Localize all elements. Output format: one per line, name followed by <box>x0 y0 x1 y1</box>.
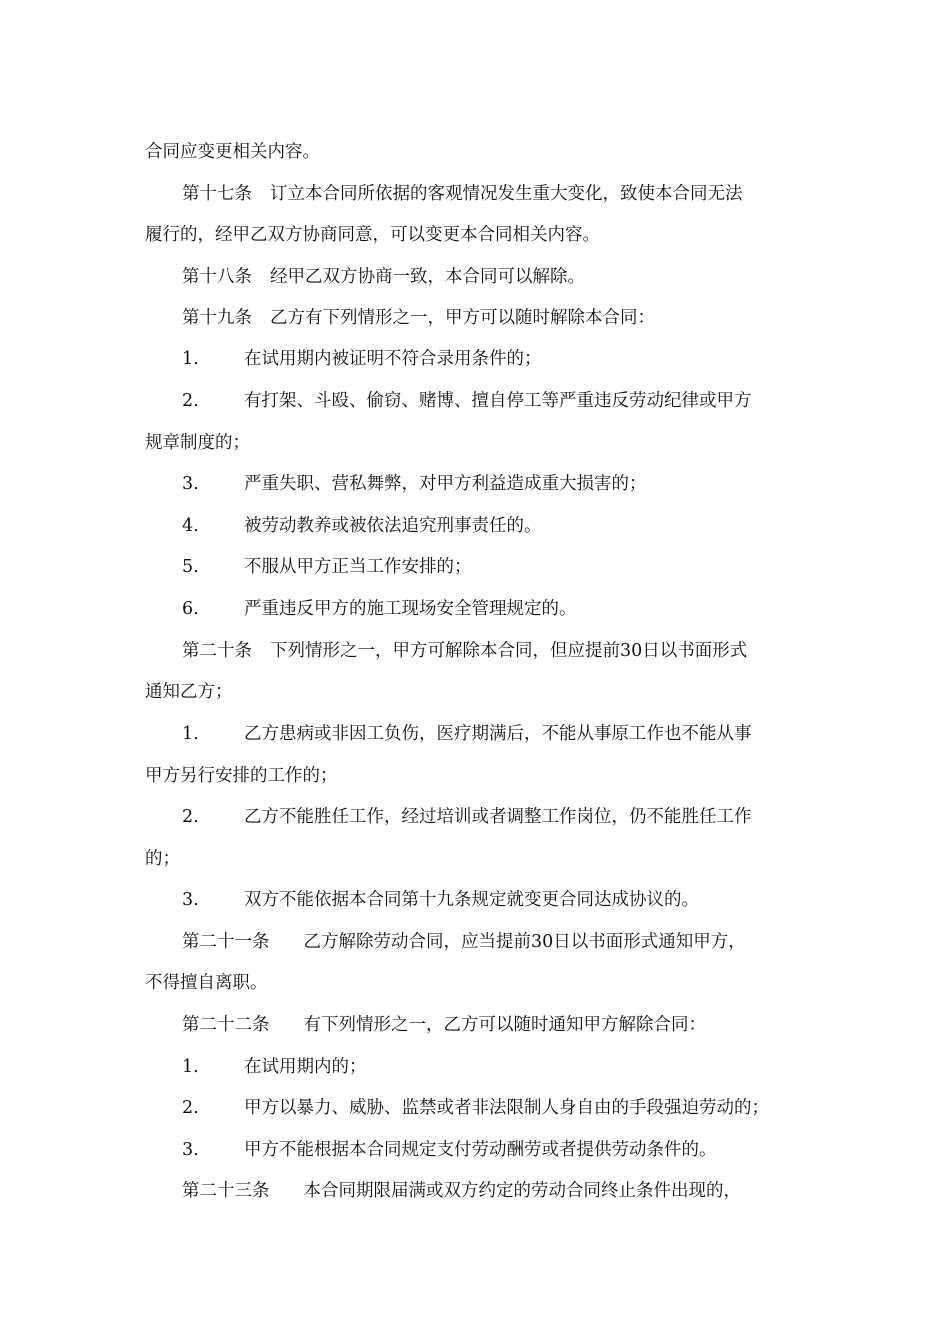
line-text: 甲方以暴力、威胁、监禁或者非法限制人身自由的手段强迫劳动的； <box>244 1098 769 1118</box>
list-item <box>182 389 852 413</box>
line-text: 订立本合同所依据的客观情况发生重大变化，致使本合同无法 <box>270 184 743 204</box>
list-item <box>182 347 852 371</box>
item-number: 2. <box>182 391 199 411</box>
item-number: 1. <box>182 349 199 369</box>
paragraph-line <box>145 764 815 788</box>
article-23-line <box>182 1179 852 1203</box>
paragraph-line <box>145 847 815 871</box>
line-text: 甲方另行安排的工作的； <box>145 766 338 786</box>
line-text: 不服从甲方正当工作安排的； <box>244 557 472 577</box>
article-18-line <box>182 265 852 289</box>
article-number: 第二十二条 <box>182 1015 270 1035</box>
line-text: 有下列情形之一，乙方可以随时通知甲方解除合同： <box>303 1015 706 1035</box>
line-text: 在试用期内被证明不符合录用条件的； <box>244 349 542 369</box>
article-number: 第十七条 <box>182 184 252 204</box>
line-text: 被劳动教养或被依法追究刑事责任的。 <box>244 516 542 536</box>
list-item <box>182 1096 852 1120</box>
line-text: 乙方解除劳动合同，应当提前30日以书面形式通知甲方， <box>303 932 746 952</box>
line-text: 在试用期内的； <box>244 1057 367 1077</box>
line-text: 严重失职、营私舞弊，对甲方利益造成重大损害的； <box>244 474 647 494</box>
list-item <box>182 1055 852 1079</box>
article-number: 第二十三条 <box>182 1181 270 1201</box>
item-number: 4. <box>182 516 199 536</box>
article-number: 第十九条 <box>182 308 252 328</box>
item-number: 3. <box>182 890 199 910</box>
item-number: 2. <box>182 1098 199 1118</box>
line-text: 规章制度的； <box>145 433 250 453</box>
item-number: 3. <box>182 1140 199 1160</box>
paragraph-line <box>145 431 815 455</box>
article-21-line <box>182 930 852 954</box>
article-20-line <box>182 639 852 663</box>
line-text: 本合同期限届满或双方约定的劳动合同终止条件出现的， <box>303 1181 741 1201</box>
item-number: 5. <box>182 557 199 577</box>
paragraph-line <box>145 223 815 247</box>
list-item <box>182 555 852 579</box>
list-item <box>182 514 852 538</box>
line-text: 经甲乙双方协商一致，本合同可以解除。 <box>270 267 585 287</box>
list-item <box>182 1138 852 1162</box>
article-number: 第二十条 <box>182 641 252 661</box>
line-text: 有打架、斗殴、偷窃、赌博、擅自停工等严重违反劳动纪律或甲方 <box>244 391 752 411</box>
article-19-line <box>182 306 852 330</box>
line-text: 双方不能依据本合同第十九条规定就变更合同达成协议的。 <box>244 890 699 910</box>
article-17-line <box>182 182 806 206</box>
item-number: 1. <box>182 1057 199 1077</box>
line-text: 严重违反甲方的施工现场安全管理规定的。 <box>244 599 577 619</box>
line-text: 乙方患病或非因工负伤，医疗期满后，不能从事原工作也不能从事 <box>244 724 752 744</box>
line-text: 下列情形之一，甲方可解除本合同，但应提前30日以书面形式 <box>270 641 748 661</box>
line-text: 通知乙方； <box>145 682 233 702</box>
paragraph-line <box>145 680 815 704</box>
item-number: 3. <box>182 474 199 494</box>
list-item <box>182 597 852 621</box>
line-text: 不得擅自离职。 <box>145 973 268 993</box>
line-text: 履行的，经甲乙双方协商同意，可以变更本合同相关内容。 <box>145 225 600 245</box>
line-text: 甲方不能根据本合同规定支付劳动酬劳或者提供劳动条件的。 <box>244 1140 717 1160</box>
list-item <box>182 805 852 829</box>
list-item <box>182 722 852 746</box>
article-number: 第十八条 <box>182 267 252 287</box>
item-number: 1. <box>182 724 199 744</box>
line-text: 乙方不能胜任工作，经过培训或者调整工作岗位，仍不能胜任工作 <box>244 807 752 827</box>
line-text: 乙方有下列情形之一，甲方可以随时解除本合同： <box>270 308 655 328</box>
paragraph-line <box>145 140 815 164</box>
article-22-line <box>182 1013 852 1037</box>
list-item <box>182 472 852 496</box>
paragraph-line <box>145 971 815 995</box>
article-number: 第二十一条 <box>182 932 270 952</box>
line-text: 的； <box>145 849 180 869</box>
item-number: 6. <box>182 599 199 619</box>
item-number: 2. <box>182 807 199 827</box>
line-text: 合同应变更相关内容。 <box>145 142 320 162</box>
list-item <box>182 888 852 912</box>
